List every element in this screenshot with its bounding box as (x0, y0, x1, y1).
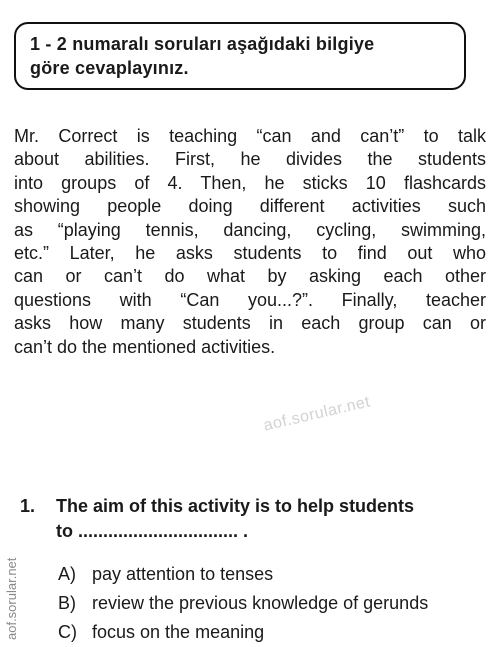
reading-passage (14, 125, 486, 359)
passage-line: can or can’t do what by asking each other (14, 266, 486, 287)
question-stem-line-1: The aim of this activity is to help students (56, 496, 415, 516)
instruction-line-1: 1 - 2 numaralı soruları aşağıdaki bilgiye (30, 34, 375, 54)
passage-line: can’t do the mentioned activities. (14, 336, 276, 357)
passage-line: about abilities. First, he divides the students (14, 149, 486, 170)
option-c[interactable] (58, 618, 428, 647)
question-stem (56, 494, 414, 544)
passage-line: questions with “Can you...?”. Finally, teacher (14, 289, 486, 310)
instruction-line-2: göre cevaplayınız. (30, 58, 189, 78)
watermark-side: aof.sorular.net (4, 557, 19, 640)
option-b[interactable] (58, 589, 428, 618)
option-text: pay attention to tenses (92, 564, 274, 584)
passage-line: Mr. Correct is teaching “can and can’t” to talk (14, 126, 486, 146)
passage-line: asks how many students in each group can or (14, 313, 486, 334)
passage-line: as “playing tennis, dancing, cycling, swimming, (14, 219, 486, 240)
option-letter: A) (58, 564, 76, 584)
option-letter: C) (58, 622, 77, 642)
watermark-center: aof.sorular.net (262, 393, 372, 435)
option-letter: B) (58, 593, 76, 613)
instruction-box (14, 22, 466, 90)
option-text: focus on the meaning (92, 622, 265, 642)
option-text: review the previous knowledge of gerunds (92, 593, 429, 613)
passage-line: into groups of 4. Then, he sticks 10 flashcards (14, 172, 486, 193)
passage-line: showing people doing different activities such (14, 196, 486, 217)
question-number: 1. (20, 496, 36, 516)
option-a[interactable] (58, 560, 428, 589)
question-stem-line-2: to ................................ . (56, 521, 249, 541)
passage-line: etc.” Later, he asks students to find out who (14, 243, 486, 264)
answer-options (58, 560, 428, 647)
